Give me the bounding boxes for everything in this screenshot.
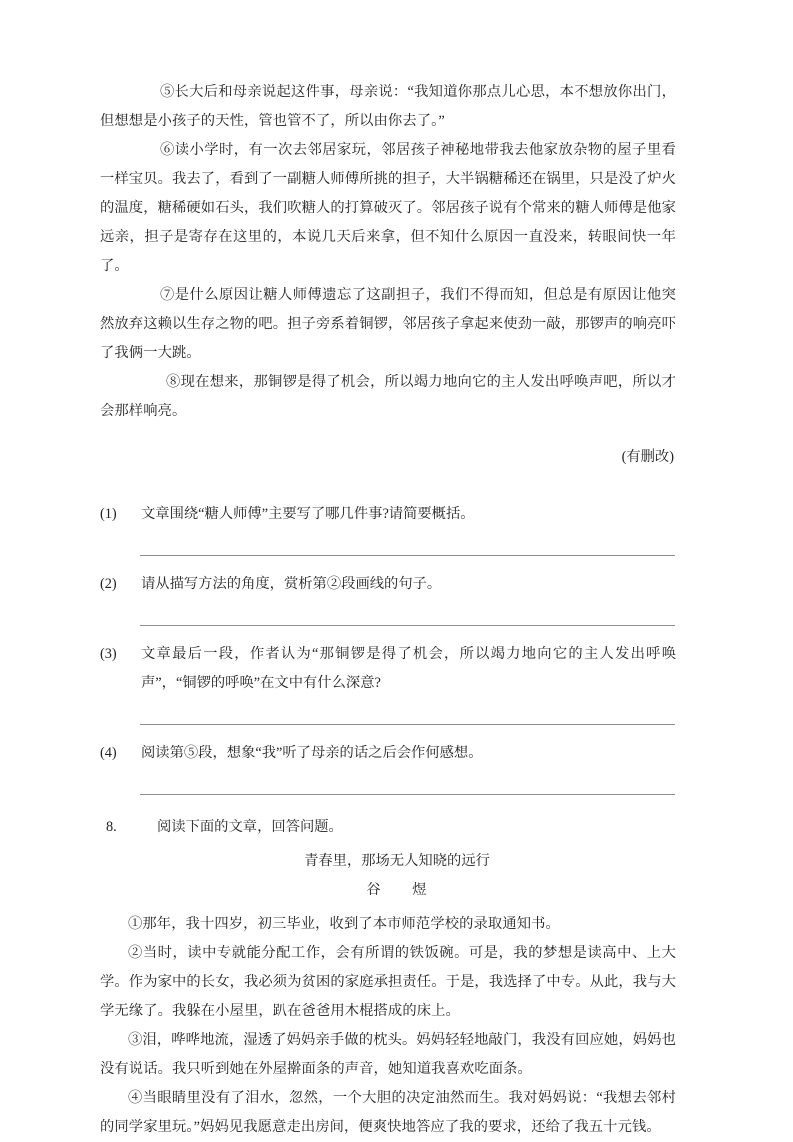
spacer <box>100 472 676 500</box>
source-note: (有删改) <box>621 449 674 465</box>
exercise-8-prompt <box>100 813 676 842</box>
paragraph-7: ⑦是什么原因让糖人师傅遗忘了这副担子，我们不得而知，但总是有原因让他突然放弃这赖以生存之物的吧。担子旁系着铜锣，邻居孩子拿起来使劲一敲，那锣声的响亮吓了我俩一大跳。 <box>100 287 676 361</box>
page-content <box>100 78 676 1142</box>
question-number: (1) <box>100 506 117 522</box>
spacer <box>100 556 676 570</box>
question-number: (3) <box>100 646 117 662</box>
article2-paragraph-3: ③泪，哗哗地流，湿透了妈妈亲手做的枕头。妈妈轻轻地敲门，我没有回应她，妈妈也没有说话。我只听到她在外屋擀面条的声音，她知道我喜欢吃面条。 <box>100 1032 676 1077</box>
paragraph-6: ⑥读小学时，有一次去邻居家玩，邻居孩子神秘地带我去他家放杂物的屋子里看一样宝贝。我去了，看到了一副糖人师傅所挑的担子，大半锅糖稀还在锅里，只是没了炉火的温度，糖稀硬如石头，我们吹糖人的打算破灭了。邻居孩子说有个常来的糖人师傅是他家远亲，担子是寄存在这里的，本说几天后来拿，但不知什么原因一直没来，转眼间快一年了。 <box>100 142 676 274</box>
question-text: 文章最后一段，作者认为“那铜锣是得了机会，所以竭力地向它的主人发出呼唤声”，“铜锣的呼唤”在文中有什么深意? <box>141 646 676 691</box>
paragraph-8: ⑧现在想来，那铜锣是得了机会，所以竭力地向它的主人发出呼唤声吧，所以才会那样响亮。 <box>100 374 676 419</box>
question-text: 阅读第⑤段，想象“我”听了母亲的话之后会作何感想。 <box>141 745 483 761</box>
spacer <box>100 626 676 640</box>
exercise-number: 8. <box>106 819 117 835</box>
article-title: 青春里，那场无人知晓的远行 <box>304 853 490 869</box>
article-one-body <box>100 78 676 472</box>
question-item-2 <box>100 570 676 599</box>
question-number: (2) <box>100 576 117 592</box>
question-list <box>100 500 676 813</box>
article2-paragraph-4: ④当眼睛里没有了泪水，忽然，一个大胆的决定油然而生。我对妈妈说：“我想去邻村的同学家里玩。”妈妈见我愿意走出房间，便爽快地答应了我的要求，还给了我五十元钱。 <box>100 1090 676 1135</box>
spacer <box>100 529 676 555</box>
spacer <box>100 725 676 739</box>
question-number: (4) <box>100 745 117 761</box>
article2-paragraph-1: ①那年，我十四岁，初三毕业，收到了本市师范学校的录取通知书。 <box>128 916 560 932</box>
question-item-3 <box>100 640 676 698</box>
question-text: 请从描写方法的角度，赏析第②段画线的句子。 <box>141 576 442 592</box>
spacer <box>100 599 676 625</box>
article-author: 谷 煜 <box>366 882 428 898</box>
spacer <box>100 795 676 813</box>
article2-paragraph-2: ②当时，读中专就能分配工作，会有所谓的铁饭碗。可是，我的梦想是读高中、上大学。作为家中的长女，我必须为贫困的家庭承担责任。于是，我选择了中专。从此，我与大学无缘了。我躲在小屋里，趴在爸爸用木棍搭成的床上。 <box>100 945 676 1019</box>
spacer <box>100 698 676 724</box>
paragraph-5: ⑤长大后和母亲说起这件事，母亲说：“我知道你那点儿心思，本不想放你出门，但想想是小孩子的天性，管也管不了，所以由你去了。” <box>100 84 676 129</box>
question-item-1 <box>100 500 676 529</box>
exercise-8 <box>100 813 676 1142</box>
question-text: 文章围绕“糖人师傅”主要写了哪几件事?请简要概括。 <box>141 506 475 522</box>
spacer <box>100 768 676 794</box>
exercise-prompt-text: 阅读下面的文章，回答问题。 <box>157 819 343 835</box>
question-item-4 <box>100 739 676 768</box>
